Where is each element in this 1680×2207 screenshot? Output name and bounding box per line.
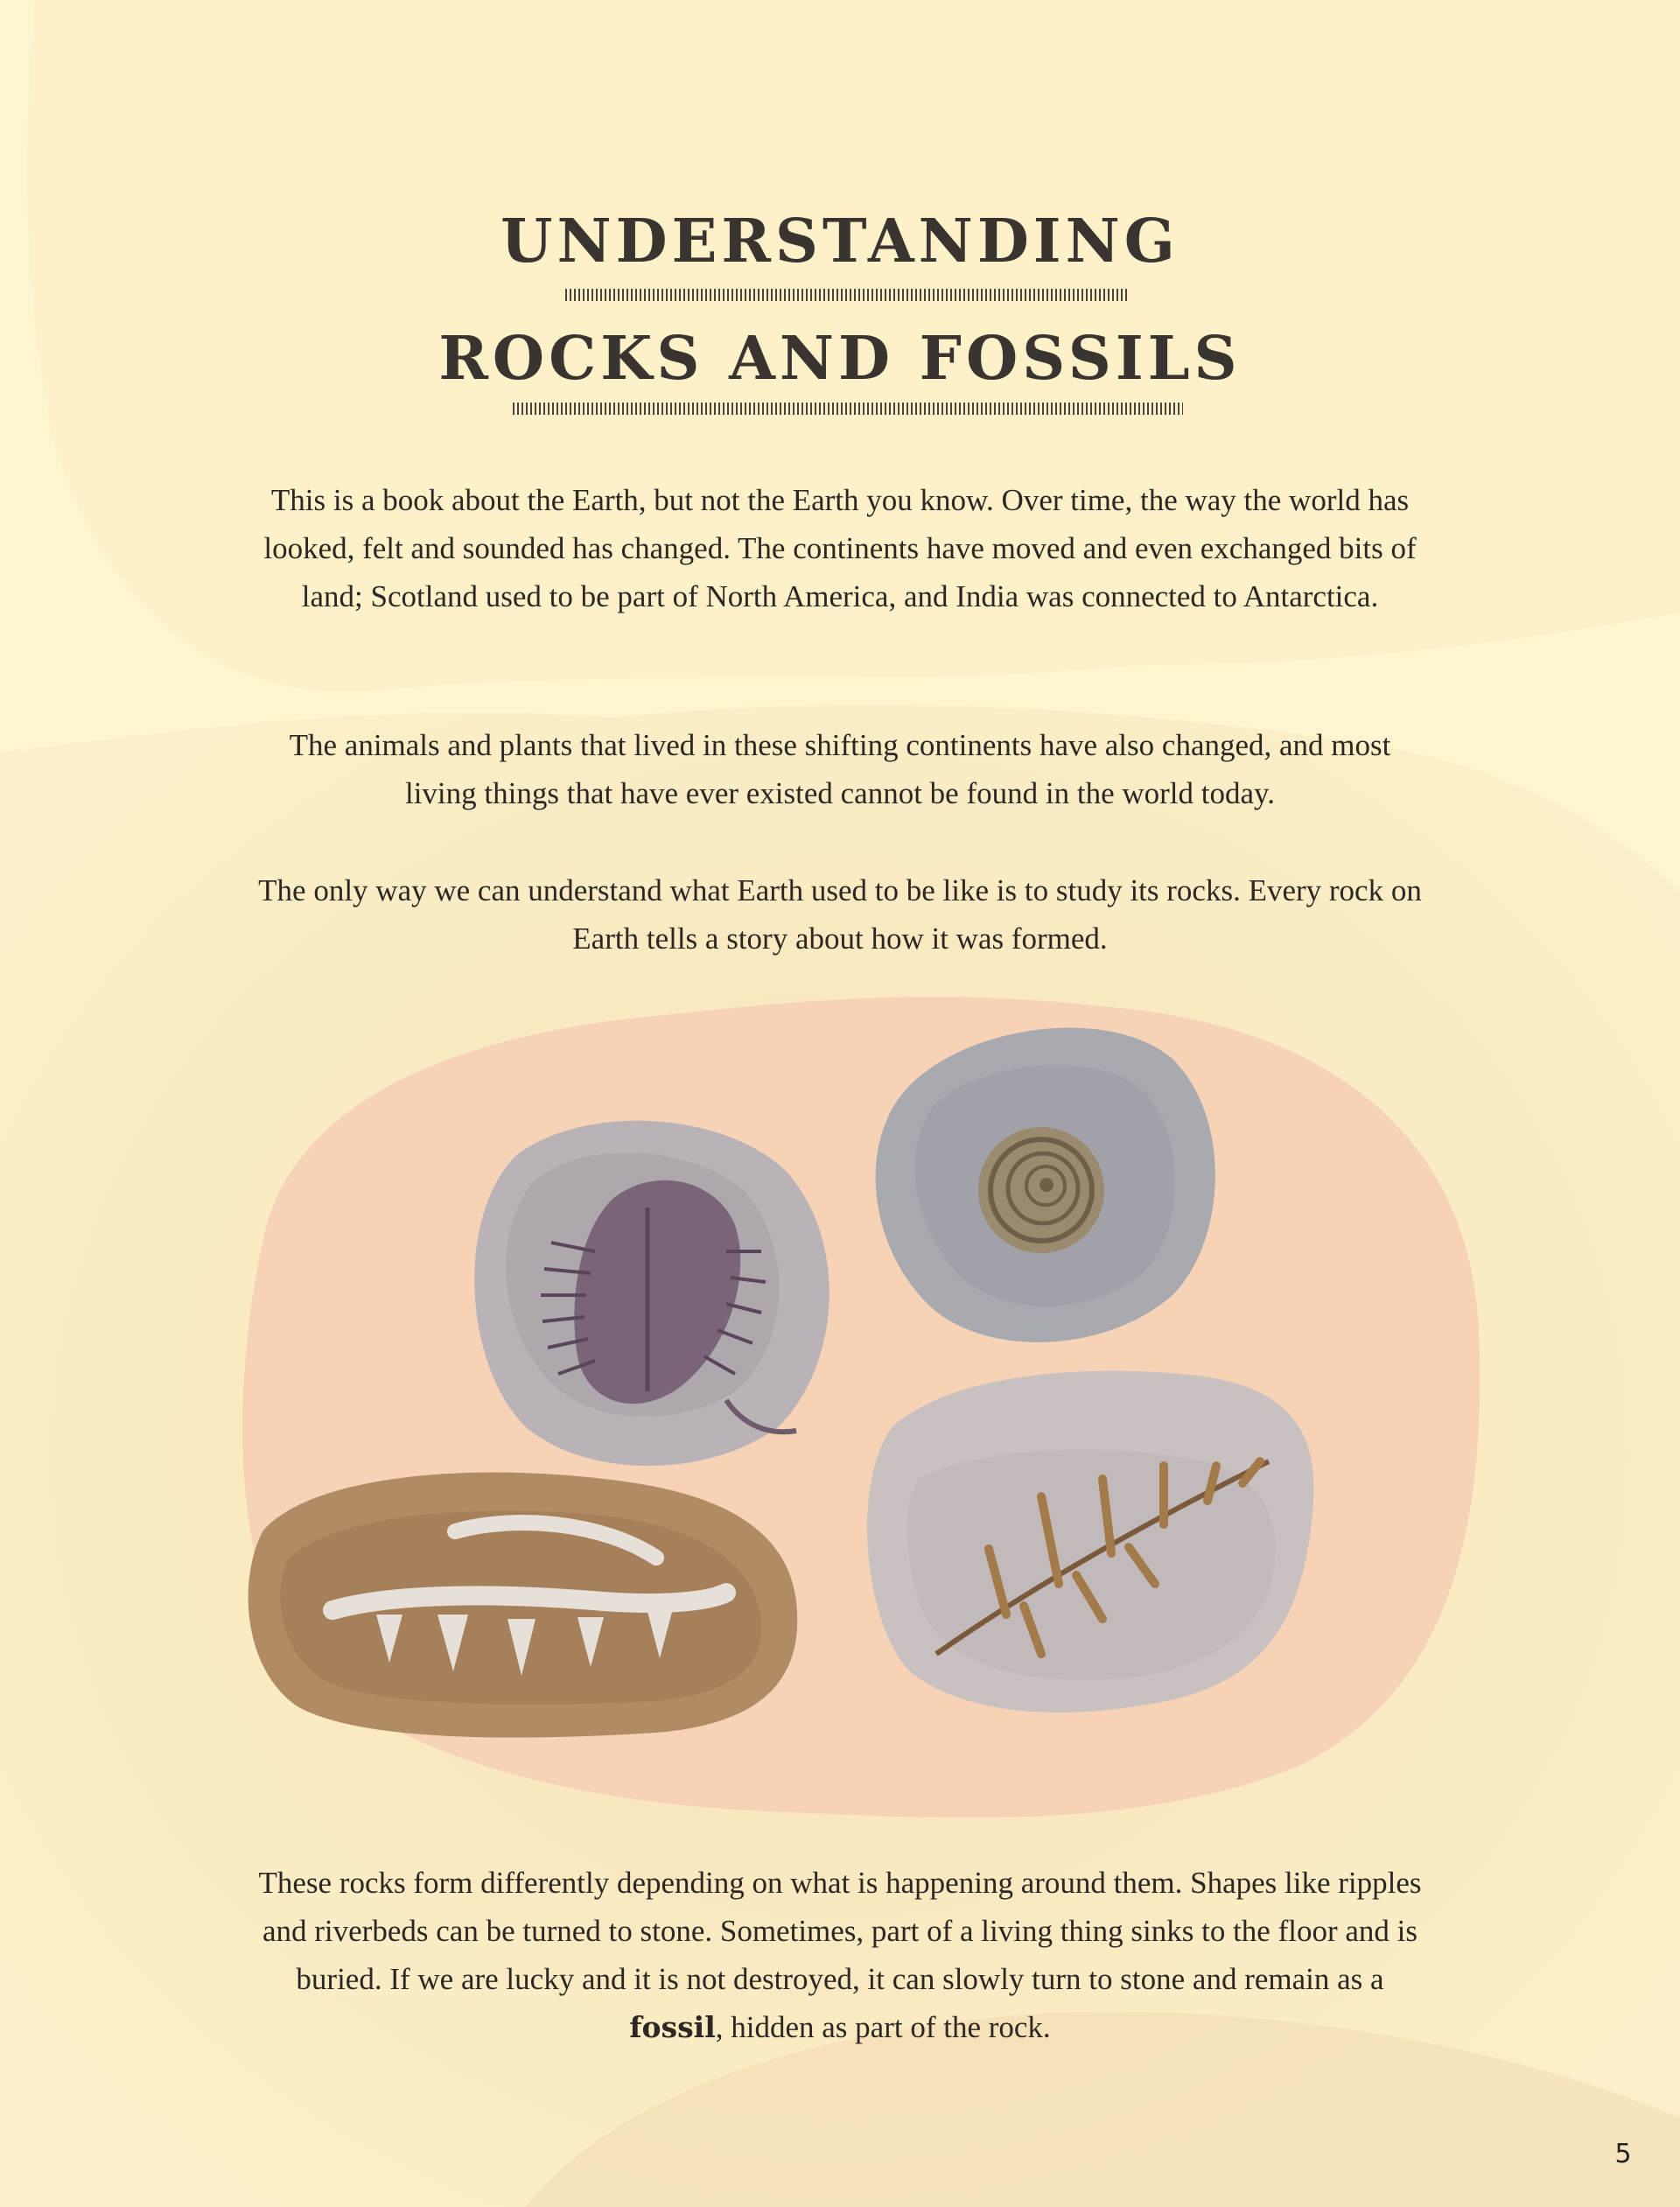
paragraph-text: These rocks form differently depending on what is happening around them. Shapes like ripples and riverbeds can be turned to stone. Sometimes, part of a living thing sinks to the floor and is buried. If we are lucky and it is not destroyed, it can slowly turn to stone and remain as a	[258, 1866, 1422, 1996]
title-underline	[513, 403, 1183, 415]
trilobite-fossil-icon	[474, 1121, 830, 1466]
fern-fossil-icon	[867, 1371, 1313, 1713]
ammonite-fossil-icon	[876, 1027, 1215, 1342]
page-number: 5	[1614, 2139, 1632, 2169]
body-paragraph: The animals and plants that lived in these shifting continents have also changed, and most living things that have ever existed cannot be found in the world today.	[289, 728, 1391, 810]
body-paragraph-with-fossil-term	[254, 1859, 1426, 2051]
page-title-line2: ROCKS AND FOSSILS	[438, 324, 1242, 394]
fossil-illustration	[236, 989, 1479, 1829]
intro-paragraph: This is a book about the Earth, but not the Earth you know. Over time, the way the world has looked, felt and sounded has changed. The continents have moved and even exchanged bits of land; Scotland used to be part of North America, and India was connected to Antarctica.	[263, 483, 1417, 613]
fossil-term: fossil	[629, 2010, 716, 2044]
paragraph-text: , hidden as part of the rock.	[715, 2010, 1051, 2044]
body-paragraph: The only way we can understand what Earth used to be like is to study its rocks. Every rock on Earth tells a story about how it was formed.	[258, 873, 1422, 956]
title-underline	[565, 289, 1129, 301]
jaw-with-teeth-fossil-icon	[248, 1473, 798, 1738]
page-title-line1: UNDERSTANDING	[500, 207, 1180, 277]
